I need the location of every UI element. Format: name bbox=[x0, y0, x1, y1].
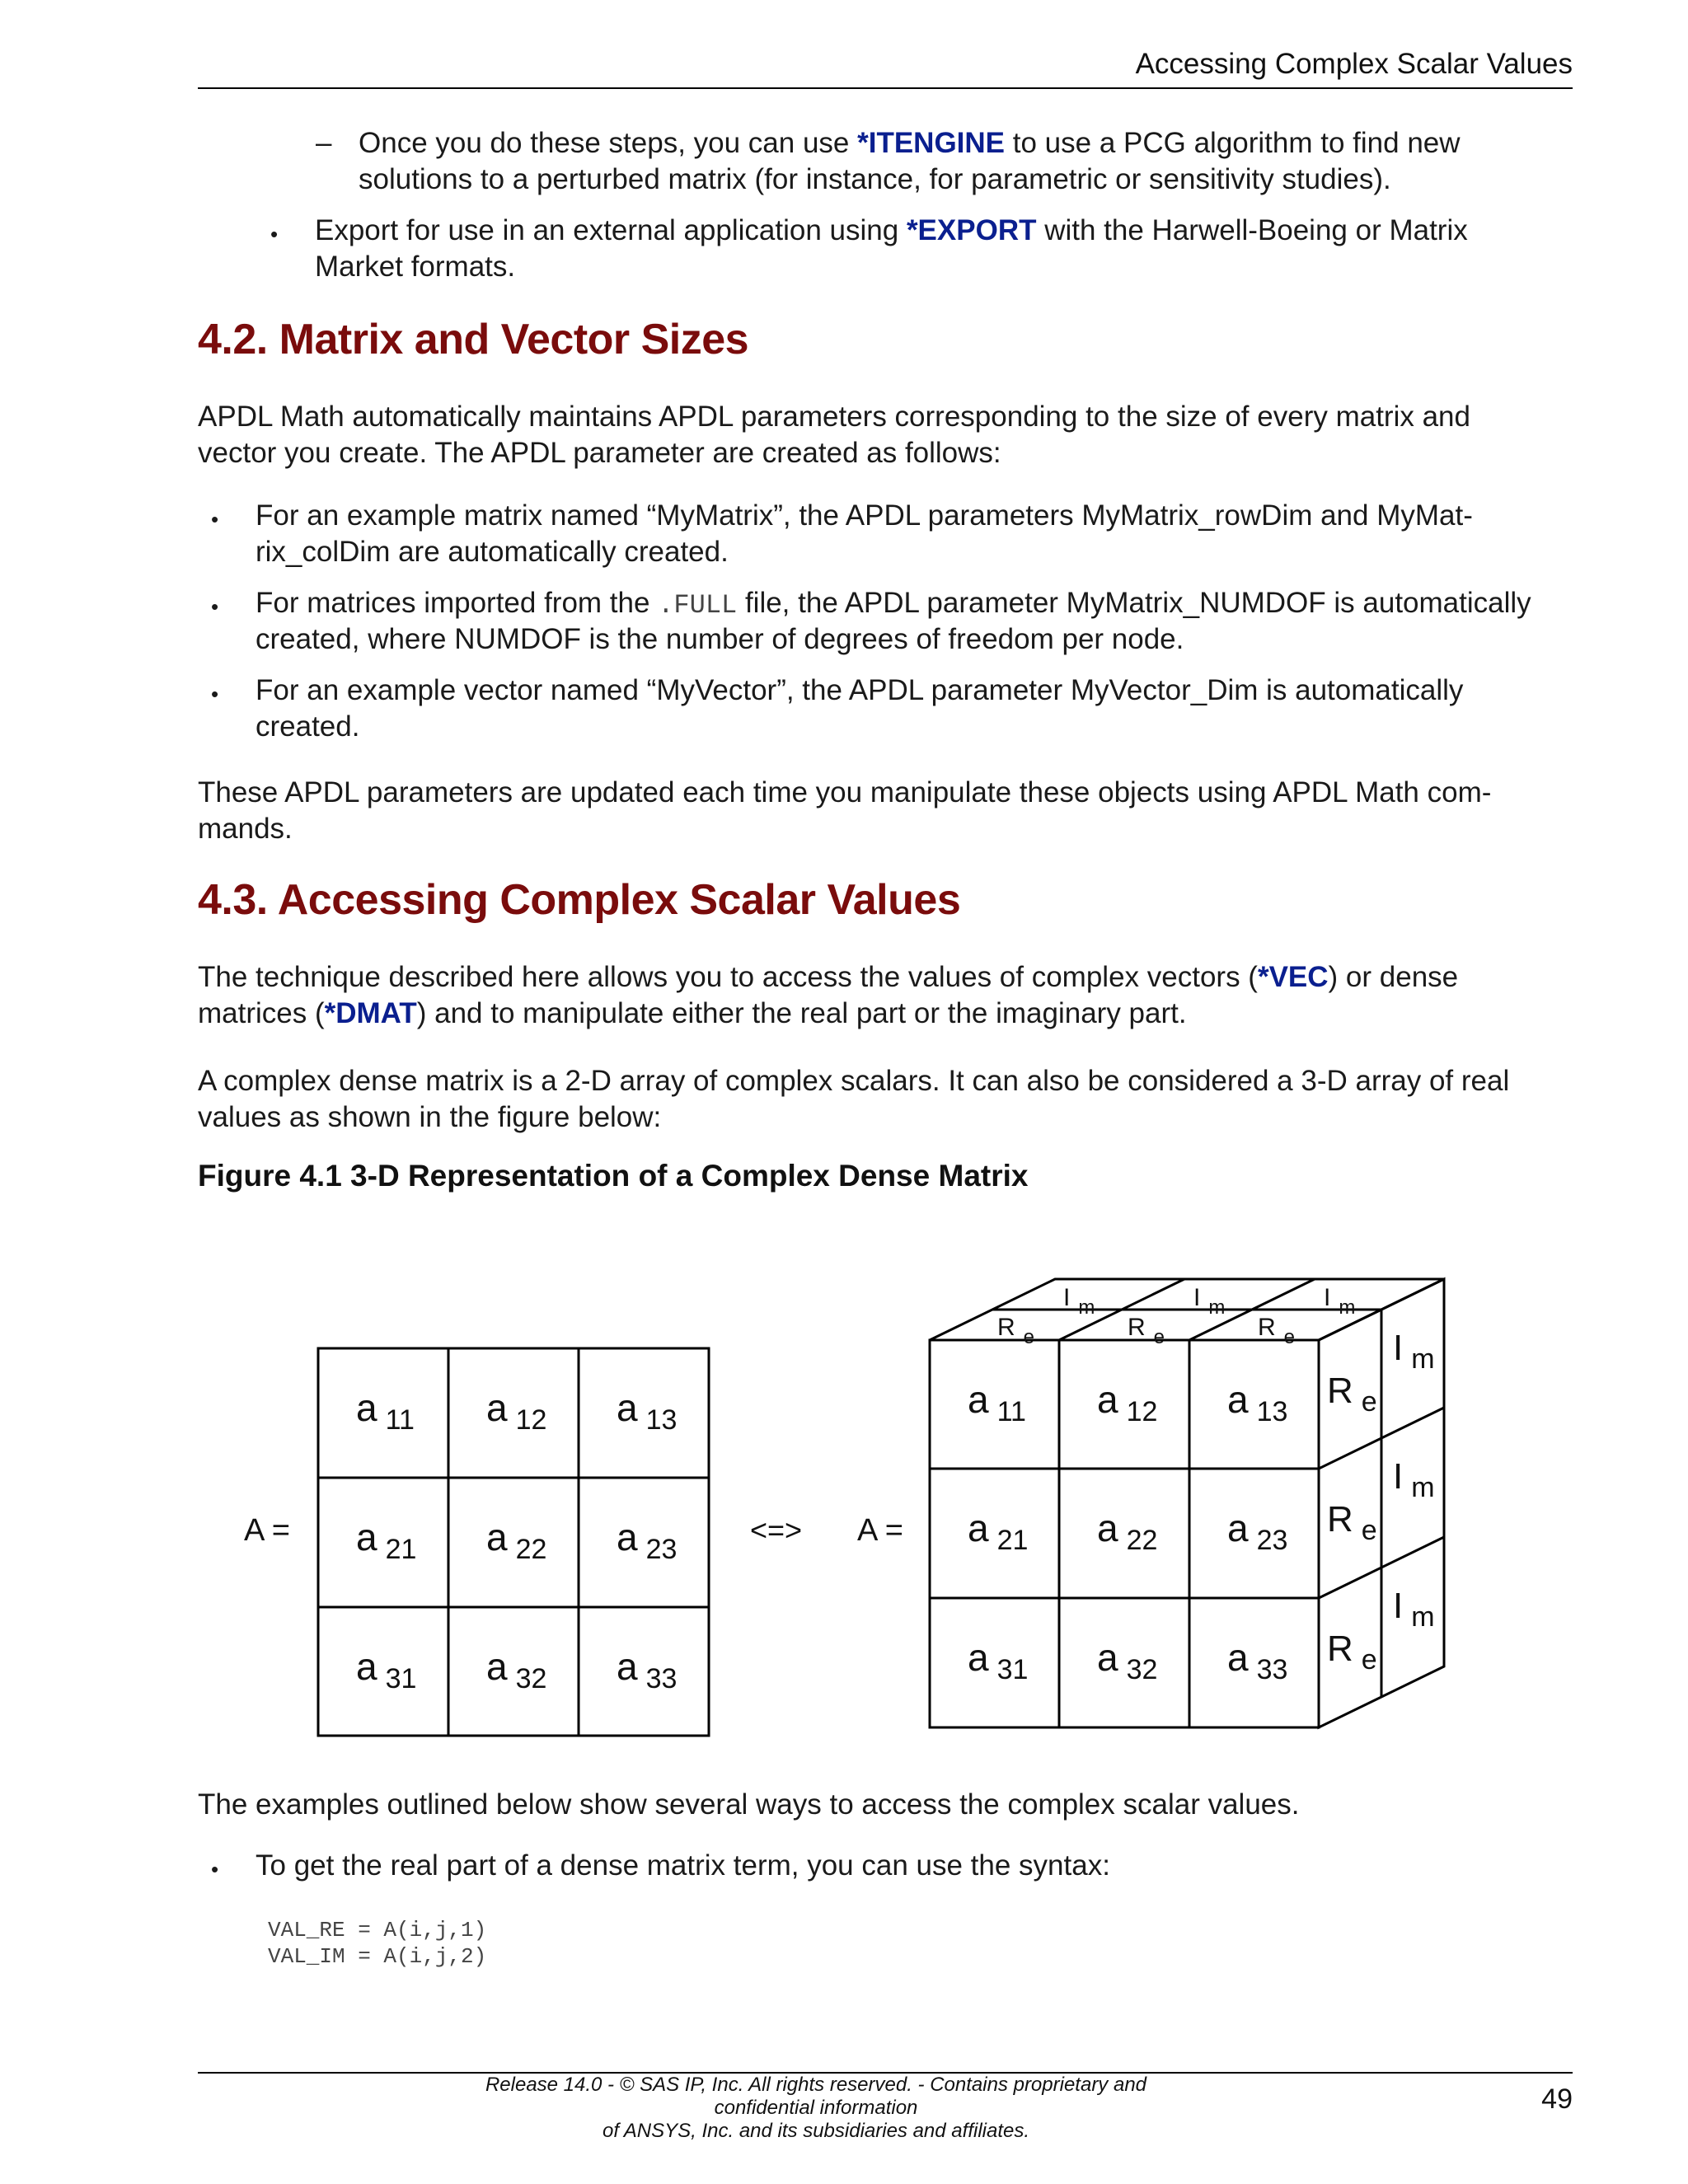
s42-para-line2: vector you create. The APDL parameter are created as follows: bbox=[198, 437, 1001, 469]
top-im-label: I $_m$ bbox=[1324, 1284, 1356, 1319]
running-header: Accessing Complex Scalar Values bbox=[1135, 48, 1573, 80]
left-matrix-cells bbox=[356, 1386, 677, 1694]
top-re-label: R $_e$ bbox=[1258, 1314, 1296, 1348]
bullet-marker: • bbox=[211, 682, 219, 706]
s42-after-line1: These APDL parameters are updated each time you manipulate these objects using APDL Math com- bbox=[198, 776, 1492, 808]
intro-item2-line2: Market formats. bbox=[315, 251, 516, 283]
matrix-cell-a13: a $_{13}$ bbox=[617, 1386, 678, 1436]
bullet-marker: • bbox=[211, 507, 219, 532]
code-line-2: VAL_IM = A(i,j,2) bbox=[268, 1944, 487, 1969]
rhs-label: A = bbox=[857, 1513, 903, 1548]
itengine-command-link[interactable]: *ITENGINE bbox=[857, 127, 1006, 159]
dmat-command-link[interactable]: *DMAT bbox=[324, 997, 417, 1029]
s42-para-line1: APDL Math automatically maintains APDL parameters corresponding to the size of every matrix and bbox=[198, 401, 1470, 433]
s42-bullet1-line1: For an example matrix named “MyMatrix”, the APDL parameters MyMatrix_rowDim and MyMat- bbox=[256, 499, 1473, 532]
s43-p1-line1: The technique described here allows you to access the values of complex vectors (*VEC) or dense bbox=[198, 961, 1459, 993]
header-rule bbox=[198, 87, 1573, 89]
s42-bullet3-line2: created. bbox=[256, 710, 360, 743]
right-cube-cells bbox=[968, 1378, 1287, 1685]
page-number: 49 bbox=[1541, 2083, 1573, 2115]
section-heading-4-3: 4.3. Accessing Complex Scalar Values bbox=[198, 876, 961, 924]
figure-title: Figure 4.1 3-D Representation of a Complex Dense Matrix bbox=[198, 1159, 1029, 1193]
section-heading-4-2: 4.2. Matrix and Vector Sizes bbox=[198, 316, 749, 363]
cube-cell-a12: a $_{12}$ bbox=[1097, 1378, 1158, 1427]
matrix-cell-a31: a $_{31}$ bbox=[356, 1645, 417, 1694]
intro-item1-line2: solutions to a perturbed matrix (for instance, for parametric or sensitivity studies). bbox=[359, 163, 1391, 195]
footer-line-2: of ANSYS, Inc. and its subsidiaries and affiliates. bbox=[602, 2120, 1030, 2142]
cube-cell-a32: a $_{32}$ bbox=[1097, 1636, 1158, 1685]
footer-line-1: Release 14.0 - © SAS IP, Inc. All rights reserved. - Contains proprietary and confidential information bbox=[485, 2074, 1147, 2119]
side-im-label: I $_m$ bbox=[1393, 1586, 1435, 1633]
matrix-cell-a21: a $_{21}$ bbox=[356, 1516, 417, 1565]
bullet-marker: • bbox=[211, 1857, 219, 1882]
cube-re-im-labels bbox=[997, 1284, 1435, 1675]
s43-p2-line1: A complex dense matrix is a 2-D array of complex scalars. It can also be considered a 3-D array of real bbox=[198, 1065, 1510, 1097]
s42-bullet2-line1: For matrices imported from the .FULL file, the APDL parameter MyMatrix_NUMDOF is automatically bbox=[256, 587, 1531, 621]
s43-bullet1: To get the real part of a dense matrix term, you can use the syntax: bbox=[256, 1849, 1110, 1882]
code-line-1: VAL_RE = A(i,j,1) bbox=[268, 1918, 487, 1943]
cube-cell-a33: a $_{33}$ bbox=[1227, 1636, 1288, 1685]
intro-item1-line1: Once you do these steps, you can use *ITENGINE to use a PCG algorithm to find new bbox=[359, 127, 1461, 159]
s43-p1-line2: matrices (*DMAT) and to manipulate either the real part or the imaginary part. bbox=[198, 997, 1187, 1029]
matrix-cell-a11: a $_{11}$ bbox=[356, 1386, 415, 1436]
footer-notice bbox=[445, 2074, 1187, 2143]
side-re-label: R $_e$ bbox=[1327, 1371, 1377, 1418]
s43-p2-line2: values as shown in the figure below: bbox=[198, 1101, 662, 1133]
bullet-marker: • bbox=[270, 222, 279, 246]
equiv-label: <=> bbox=[750, 1513, 803, 1547]
top-im-label: I $_m$ bbox=[1193, 1284, 1226, 1319]
cube-cell-a13: a $_{13}$ bbox=[1227, 1378, 1288, 1427]
matrix-cell-a33: a $_{33}$ bbox=[617, 1645, 678, 1694]
cube-cell-a11: a $_{11}$ bbox=[968, 1378, 1026, 1427]
code-block bbox=[268, 1917, 486, 1970]
vec-command-link[interactable]: *VEC bbox=[1257, 961, 1329, 993]
lhs-label: A = bbox=[244, 1513, 290, 1548]
side-re-label: R $_e$ bbox=[1327, 1499, 1377, 1546]
top-im-label: I $_m$ bbox=[1063, 1284, 1095, 1319]
side-re-label: R $_e$ bbox=[1327, 1629, 1377, 1675]
cube-cell-a23: a $_{23}$ bbox=[1227, 1507, 1288, 1556]
side-im-label: I $_m$ bbox=[1393, 1456, 1435, 1503]
matrix-cell-a22: a $_{22}$ bbox=[486, 1516, 547, 1565]
s42-bullet2-line2: created, where NUMDOF is the number of degrees of freedom per node. bbox=[256, 623, 1184, 655]
s42-bullet1-line2: rix_colDim are automatically created. bbox=[256, 536, 729, 568]
cube-cell-a21: a $_{21}$ bbox=[968, 1507, 1029, 1556]
figure-svg bbox=[198, 1236, 1573, 1764]
s42-bullet3-line1: For an example vector named “MyVector”, the APDL parameter MyVector_Dim is automatically bbox=[256, 674, 1464, 706]
export-command-link[interactable]: *EXPORT bbox=[906, 214, 1037, 246]
top-re-label: R $_e$ bbox=[997, 1314, 1035, 1348]
dash-marker: – bbox=[316, 127, 332, 159]
top-re-label: R $_e$ bbox=[1128, 1314, 1165, 1348]
matrix-cell-a12: a $_{12}$ bbox=[486, 1386, 547, 1436]
matrix-cell-a32: a $_{32}$ bbox=[486, 1645, 547, 1694]
full-file-extension: .FULL bbox=[658, 590, 738, 621]
bullet-marker: • bbox=[211, 594, 219, 619]
intro-item2-line1: Export for use in an external application using *EXPORT with the Harwell-Boeing or Matrix bbox=[315, 214, 1468, 246]
s42-after-line2: mands. bbox=[198, 813, 293, 845]
matrix-cell-a23: a $_{23}$ bbox=[617, 1516, 678, 1565]
side-im-label: I $_m$ bbox=[1393, 1328, 1435, 1375]
complex-matrix-figure bbox=[198, 1236, 1573, 1764]
cube-cell-a31: a $_{31}$ bbox=[968, 1636, 1029, 1685]
s43-after-figure: The examples outlined below show several ways to access the complex scalar values. bbox=[198, 1788, 1300, 1821]
cube-cell-a22: a $_{22}$ bbox=[1097, 1507, 1158, 1556]
